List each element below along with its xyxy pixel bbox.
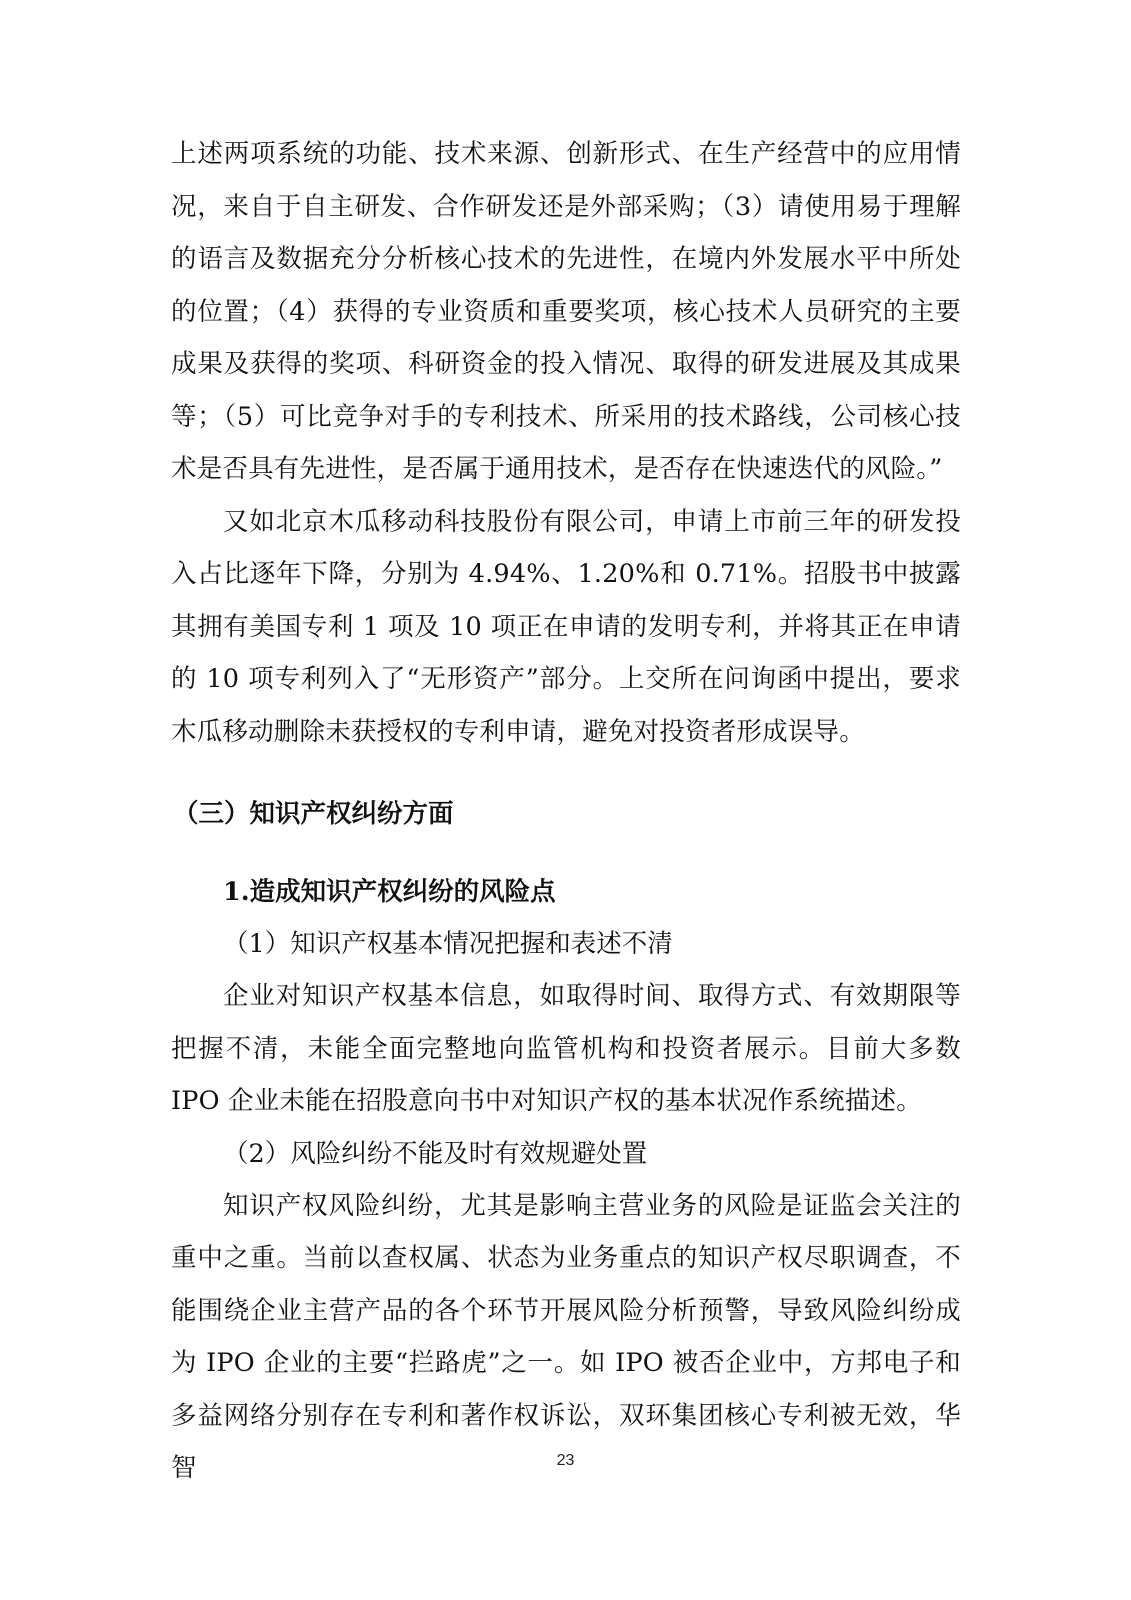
- page-number: 23: [556, 1452, 575, 1469]
- paragraph-item-2: 知识产权风险纠纷，尤其是影响主营业务的风险是证监会关注的重中之重。当前以查权属、状态为业务重点的知识产权尽职调查，不能围绕企业主营产品的各个环节开展风险分析预警，导致风险纠纷成为 IPO 企业的主要“拦路虎”之一。如 IPO 被否企业中，方邦电子和多益网络分别存在专利和著作权诉讼，双环集团核心专利被无效，华智: [171, 1190, 961, 1483]
- section-heading: （三）知识产权纠纷方面: [173, 799, 454, 829]
- paragraph-continued: 上述两项系统的功能、技术来源、创新形式、在生产经营中的应用情况，来自于自主研发、合作研发还是外部采购；（3）请使用易于理解的语言及数据充分分析核心技术的先进性，在境内外发展水平中所处的位置；（4）获得的专业资质和重要奖项，核心技术人员研究的主要成果及获得的奖项、科研资金的投入情况、取得的研发进展及其成果等；（5）可比竞争对手的专利技术、所采用的技术路线，公司核心技术是否具有先进性，是否属于通用技术，是否存在快速迭代的风险。”: [171, 139, 961, 484]
- paragraph-mugua-example: 又如北京木瓜移动科技股份有限公司，申请上市前三年的研发投入占比逐年下降，分别为 4.94%、1.20%和 0.71%。招股书中披露其拥有美国专利 1 项及 10 项正在申请的发明专利，并将其正在申请的 10 项专利列入了“无形资产”部分。上交所在问询函中提出，要求木瓜移动删除未获授权的专利申请，避免对投资者形成误导。: [171, 506, 961, 747]
- sub-heading: 1.造成知识产权纠纷的风险点: [223, 877, 556, 907]
- item-heading-2: （2）风险纠纷不能及时有效规避处置: [223, 1138, 648, 1169]
- paragraph-item-1: 企业对知识产权基本信息，如取得时间、取得方式、有效期限等把握不清，未能全面完整地向监管机构和投资者展示。目前大多数 IPO 企业未能在招股意向书中对知识产权的基本状况作系统描述。: [171, 981, 961, 1116]
- item-heading-1: （1）知识产权基本情况把握和表述不清: [223, 929, 673, 959]
- page-body: [171, 128, 961, 1495]
